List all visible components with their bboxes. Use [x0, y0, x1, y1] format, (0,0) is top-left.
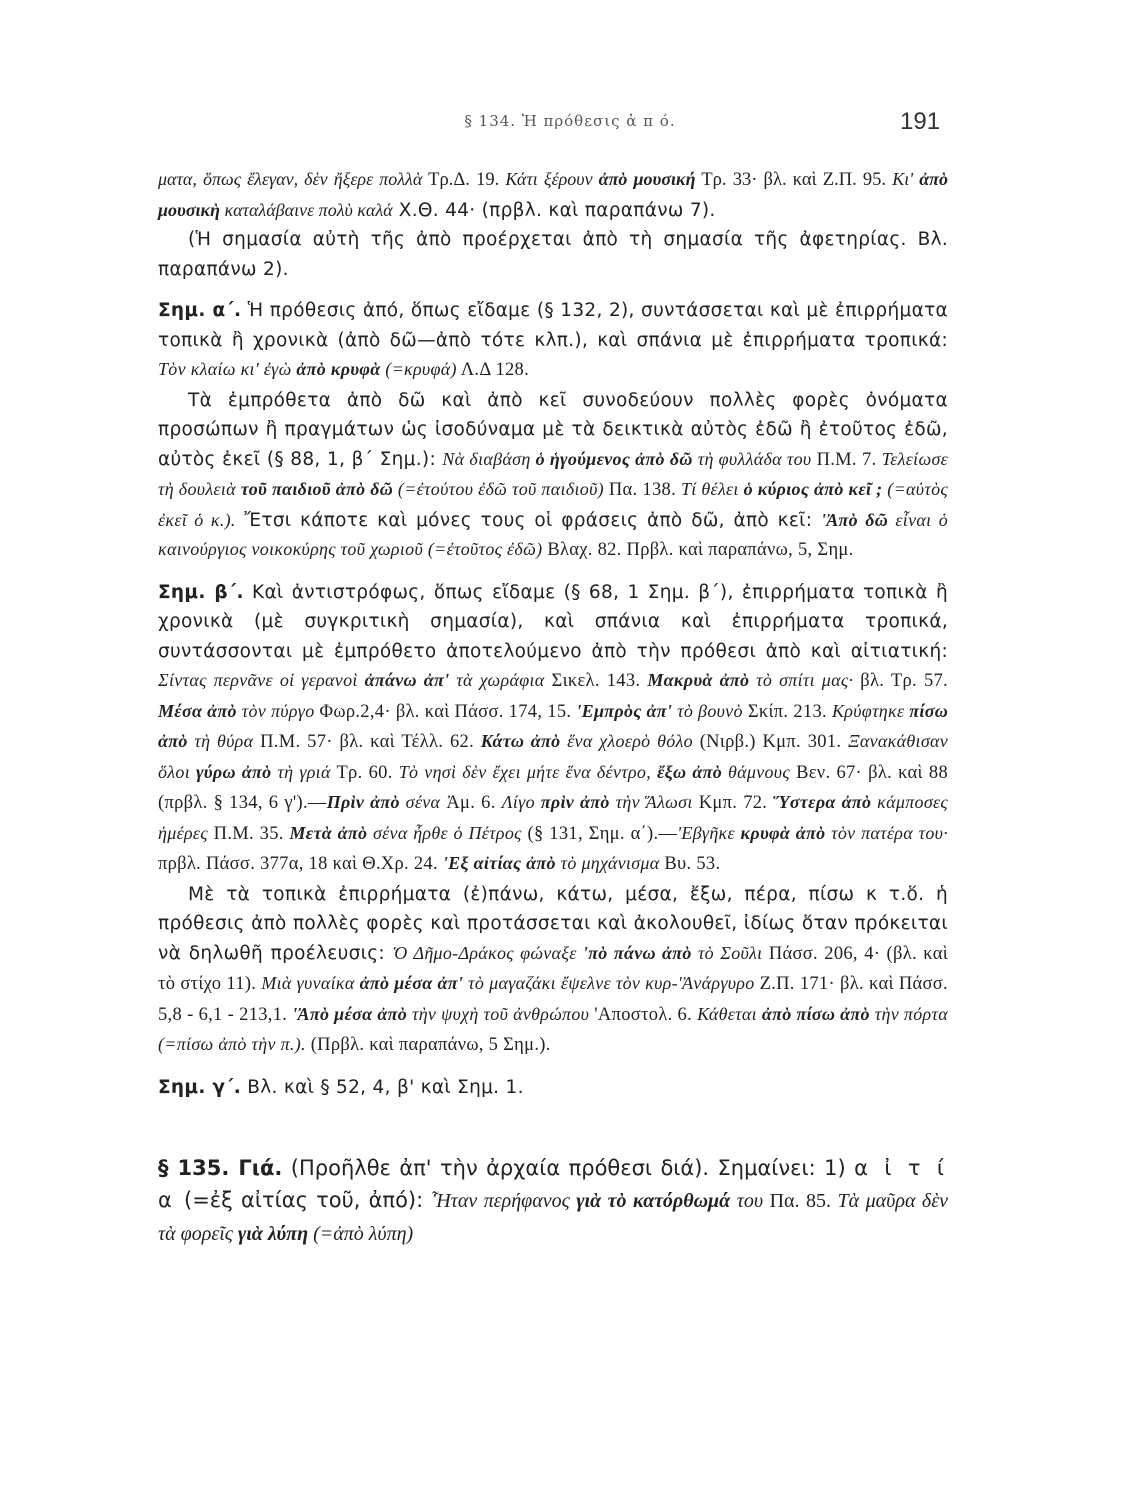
text-run: κρυφὰ ἀπὸ	[740, 822, 826, 843]
text-run: τὴ θύρα	[187, 731, 254, 751]
note-label: Σημ. γ΄.	[158, 1076, 242, 1098]
text-run: (=αὐτὸς ἐκεῖ ὁ κ.).	[158, 479, 948, 530]
text-run: τὴ φυλλάδα του	[692, 448, 812, 469]
page-body	[158, 165, 948, 1250]
text-run: (=ἐτούτου ἐδῶ τοῦ παιδιοῦ)	[393, 479, 604, 499]
text-run: Τὸν κλαίω κι' ἐγὼ	[158, 359, 297, 379]
text-run: Καὶ ἀντιστρόφως, ὅπως εἴδαμε (§ 68, 1 Σημ. β΄), ἐπιρρήματα τοπικὰ ἢ χρονικὰ (μὲ συγκριτικὴ σημασία), καὶ σπάνια καὶ ἐπιρρήματα τροπικά, συντάσσονται μὲ ἐμπρόθετο ἀποτελούμενο ἀπὸ τὴν πρόθεσι ἀπὸ καὶ αἰτιατική:	[158, 581, 948, 662]
text-run: τὸ μηχάνισμα	[555, 853, 660, 873]
text-run: Βλ. καὶ § 52, 4, β' καὶ Σημ. 1.	[241, 1076, 524, 1098]
text-run: Τρ. 33· βλ. καὶ Ζ.Π. 95.	[695, 170, 893, 190]
text-run: Φωρ.2,4· βλ. καὶ Πάσσ. 174, 15.	[314, 701, 577, 722]
text-run: σένα	[399, 792, 441, 812]
text-run: τὴν Ἅλωσι	[609, 792, 693, 812]
text-run: ἀπὸ κρυφὰ	[296, 359, 381, 379]
text-run: Πα. 138.	[603, 480, 681, 500]
text-run: (§ 131, Σημ. α΄).—	[521, 823, 678, 844]
paragraph-local-adverbs	[158, 880, 948, 1061]
text-run: Λ.Δ 128.	[456, 360, 530, 380]
paragraph-meaning-note: (Ἡ σημασία αὐτὴ τῆς ἀπὸ προέρχεται ἀπὸ τὴ σημασία τῆς ἀφετηρίας. Βλ. παραπάνω 2).	[158, 229, 948, 280]
text-run: ἀπάνω ἀπ'	[364, 670, 450, 690]
text-run: τὸ μαγαζάκι ἔψελνε τὸν κυρ-'Ἀνάργυρο	[463, 973, 755, 993]
text-run: (Νιρβ.) Κμπ. 301.	[692, 732, 849, 752]
text-run: Σκίπ. 213.	[742, 701, 832, 722]
text-run: γύρω ἀπὸ	[195, 761, 272, 782]
text-run: Σίντας περνᾶνε οἱ γερανοὶ	[158, 670, 365, 690]
text-run: Τί θέλει	[680, 479, 744, 499]
text-run: Π.Μ. 35.	[207, 823, 290, 844]
text-run: ματα,	[158, 169, 203, 189]
text-run: Ζ.Π. 171· βλ. καὶ Πάσσ. 5,8 - 6,1 - 213,1.	[158, 974, 948, 1025]
paragraph-note-a	[158, 296, 948, 386]
text-run: Bεν. 67· βλ. καὶ 88 (πρβλ. § 134, 6 γ').—	[158, 762, 949, 813]
text-run: Π.Μ. 7.	[811, 449, 882, 470]
text-run: 'Εβγῆκε	[677, 822, 741, 843]
text-run: τὸν πατέρα του·	[825, 822, 948, 843]
text-run: Τρ.Δ. 19.	[422, 170, 506, 190]
text-run: Τὰ ἐμπρόθετα ἀπὸ δῶ καὶ ἀπὸ κεῖ συνοδεύουν πολλὲς φορὲς ὀνόματα προσώπων ἢ πραγμάτων ὡς ἰσοδύναμα μὲ τὰ δεικτικὰ αὐτὸς ἐδῶ ἢ ἐτοῦτος ἐδῶ, αὐτὸς ἐκεῖ (§ 88, 1, β΄ Σημ.):	[158, 389, 948, 470]
text-run: 'Εξ αἰτίας ἀπὸ	[442, 853, 556, 873]
paragraph-note-b	[158, 578, 948, 880]
text-run: ἀπὸ μουσικὴ	[158, 169, 949, 220]
text-run: ἕνα χλοερὸ θόλο	[560, 731, 693, 751]
text-run: Ὕστερα ἀπὸ	[773, 792, 872, 812]
text-run: Μακρυὰ ἀπὸ	[647, 670, 750, 690]
text-run: (=ἐξ αἰτίας τοῦ, ἀπό):	[175, 1188, 432, 1212]
text-run: τὴν ψυχὴ τοῦ ἀνθρώπου	[407, 1003, 590, 1024]
text-run: Σικελ. 143.	[544, 671, 648, 691]
text-run: (Προῆλθε ἀπ' τὴν ἀρχαία πρόθεσι διά). Σημαίνει: 1)	[282, 1156, 855, 1180]
section-135	[158, 1152, 948, 1250]
text-run: Κάθεται	[697, 1003, 762, 1024]
text-run: Ξανακάθισαν ὅλοι	[158, 731, 949, 782]
text-run: Χ.Θ. 44· (πρβλ. καὶ παραπάνω 7).	[392, 199, 716, 221]
note-label: Σημ. β΄.	[158, 581, 244, 603]
text-run: 'Εμπρὸς ἀπ'	[576, 700, 673, 721]
text-run: Κάτω ἀπὸ	[480, 731, 561, 751]
running-head: § 134. Ἡ πρόθεσις ἀ π ό.	[464, 112, 676, 130]
text-run: ὁ ἡγούμενος ἀπὸ δῶ	[535, 448, 693, 469]
text-run: πρὶν ἀπὸ	[540, 792, 610, 812]
text-run: (=κρυφά)	[380, 359, 457, 379]
text-run: γιὰ τὸ κατόρθωμά	[576, 1190, 731, 1212]
paragraph-emprothesa	[158, 386, 948, 566]
text-run: Νὰ διαβάση	[442, 448, 536, 469]
text-run: καταλάβαινε πολὺ καλά	[219, 199, 393, 220]
paragraph-continuation	[158, 165, 948, 225]
text-run: ἔξω ἀπὸ	[656, 761, 723, 782]
text-run: Μιὰ γυναίκα	[261, 973, 360, 993]
text-run: Ἡ πρόθεσις ἀπό, ὅπως εἴδαμε (§ 132, 2), συντάσσεται καὶ μὲ ἐπιρρήματα τοπικὰ ἢ χρονικὰ (ἀπὸ δῶ—ἀπὸ τότε κλπ.), καὶ σπάνια μὲ ἐπιρρήματα τροπικά:	[158, 300, 948, 351]
text-run: Βλαχ. 82. Πρβλ. καὶ παραπάνω, 5, Σημ.	[542, 540, 854, 560]
text-run: Κι'	[892, 169, 920, 189]
text-run: τὸ Σοῦλι	[691, 942, 763, 963]
text-run: τοῦ παιδιοῦ ἀπὸ δῶ	[240, 479, 394, 499]
text-run: Τὰ μαῦρα δὲν τὰ φορεῖς	[158, 1190, 948, 1245]
text-run: ὁ κύριος ἀπὸ κεῖ ;	[743, 479, 883, 499]
page-number: 191	[900, 108, 941, 135]
text-run: Κρύφτηκε	[832, 700, 910, 721]
text-run: ἀπὸ μουσική	[598, 169, 696, 189]
text-run: Ἔτσι κάποτε καὶ μόνες τους οἱ φράσεις ἀπὸ δῶ, ἀπὸ κεῖ:	[235, 509, 821, 531]
text-run: τὴ γριά	[271, 761, 331, 782]
text-run: βλ. Τρ. 57.	[853, 671, 948, 691]
text-run: Λίγο	[501, 792, 541, 812]
text-run: Πρὶν ἀπὸ	[326, 792, 400, 812]
text-run: Κάτι ξέρουν	[505, 169, 599, 189]
text-run: Τρ. 60.	[330, 762, 399, 783]
text-run: Τὸ νησὶ δὲν ἔχει μήτε ἕνα δέντρο,	[398, 761, 657, 782]
text-run: τὰ χωράφια	[449, 670, 545, 690]
text-run: σένα ἦρθε ὁ Πέτρος	[367, 822, 522, 843]
text-run: τὸ βουνὸ	[672, 700, 743, 721]
text-run: 'Ἀπὸ μέσα ἀπὸ	[292, 1003, 408, 1024]
text-run: α ἰ τ ί α	[158, 1156, 948, 1212]
text-run: τὸ σπίτι μας·	[749, 670, 854, 690]
text-run: Τελείωσε τὴ δουλειὰ	[158, 448, 949, 499]
text-run: 'Αποστολ. 6.	[589, 1004, 698, 1025]
text-run: (=ἀπὸ λύπη)	[308, 1223, 414, 1245]
text-run: Μὲ τὰ τοπικὰ ἐπιρρήματα (ἐ)πάνω, κάτω, μέσα, ἔξω, πέρα, πίσω κ τ.ὅ. ἡ πρόθεσις ἀπὸ πολλὲς φορὲς καὶ προτάσσεται καὶ ἀκολουθεῖ, ἰδίως ὅταν πρόκειται νὰ δηλωθῆ προέλευσις:	[158, 883, 948, 964]
text-run: Κμπ. 72.	[692, 793, 774, 813]
text-run: γιὰ λύπη	[237, 1223, 309, 1245]
text-run: ἀπὸ μέσα ἀπ'	[359, 973, 464, 993]
text-run: Ἦταν περήφανος	[431, 1190, 577, 1212]
text-run: Βυ. 53.	[659, 854, 721, 874]
text-run: θάμνους	[722, 761, 790, 782]
text-run: Μετὰ ἀπὸ	[289, 822, 368, 843]
text-run: του	[730, 1190, 764, 1212]
note-label: Σημ. α΄.	[158, 300, 242, 321]
text-run: Π.Μ. 57· βλ. καὶ Τέλλ. 62.	[253, 732, 481, 752]
text-run: Πα. 85.	[763, 1190, 838, 1212]
text-run: τὸν πύργο	[236, 700, 315, 721]
text-run: ἀπὸ πίσω ἀπὸ	[761, 1003, 870, 1024]
text-run: ὅπως ἔλεγαν, δὲν ἤξερε πολλὰ	[202, 169, 423, 189]
text-run: Ἀμ. 6.	[440, 793, 502, 813]
section-heading: § 135. Γιά.	[158, 1156, 283, 1180]
paragraph-note-c	[158, 1073, 948, 1103]
text-run: Ὁ Δῆμο-Δράκος φώναξε	[392, 942, 583, 963]
text-run: εἶναι ὁ καινούργιος νοικοκύρης τοῦ χωριοῦ (=ἐτοῦτος ἐδῶ)	[158, 509, 949, 559]
text-run: 'Ἀπὸ δῶ	[820, 509, 889, 530]
text-run: πίσω ἀπὸ	[158, 700, 949, 751]
text-run: 'πὸ πάνω ἀπὸ	[582, 942, 692, 963]
text-run: πρβλ. Πάσσ. 377α, 18 καὶ Θ.Χρ. 24.	[158, 854, 443, 874]
text-run: κάμποσες ἡμέρες	[158, 792, 948, 843]
text-run: τὴν πόρτα (=πίσω ἀπὸ τὴν π.).	[158, 1003, 948, 1054]
text-run: Μέσα ἀπὸ	[158, 700, 237, 721]
text-run: (Πρβλ. καὶ παραπάνω, 5 Σημ.).	[305, 1035, 551, 1055]
text-run: Πάσσ. 206, 4· (βλ. καὶ τὸ στίχο 11).	[158, 943, 948, 994]
